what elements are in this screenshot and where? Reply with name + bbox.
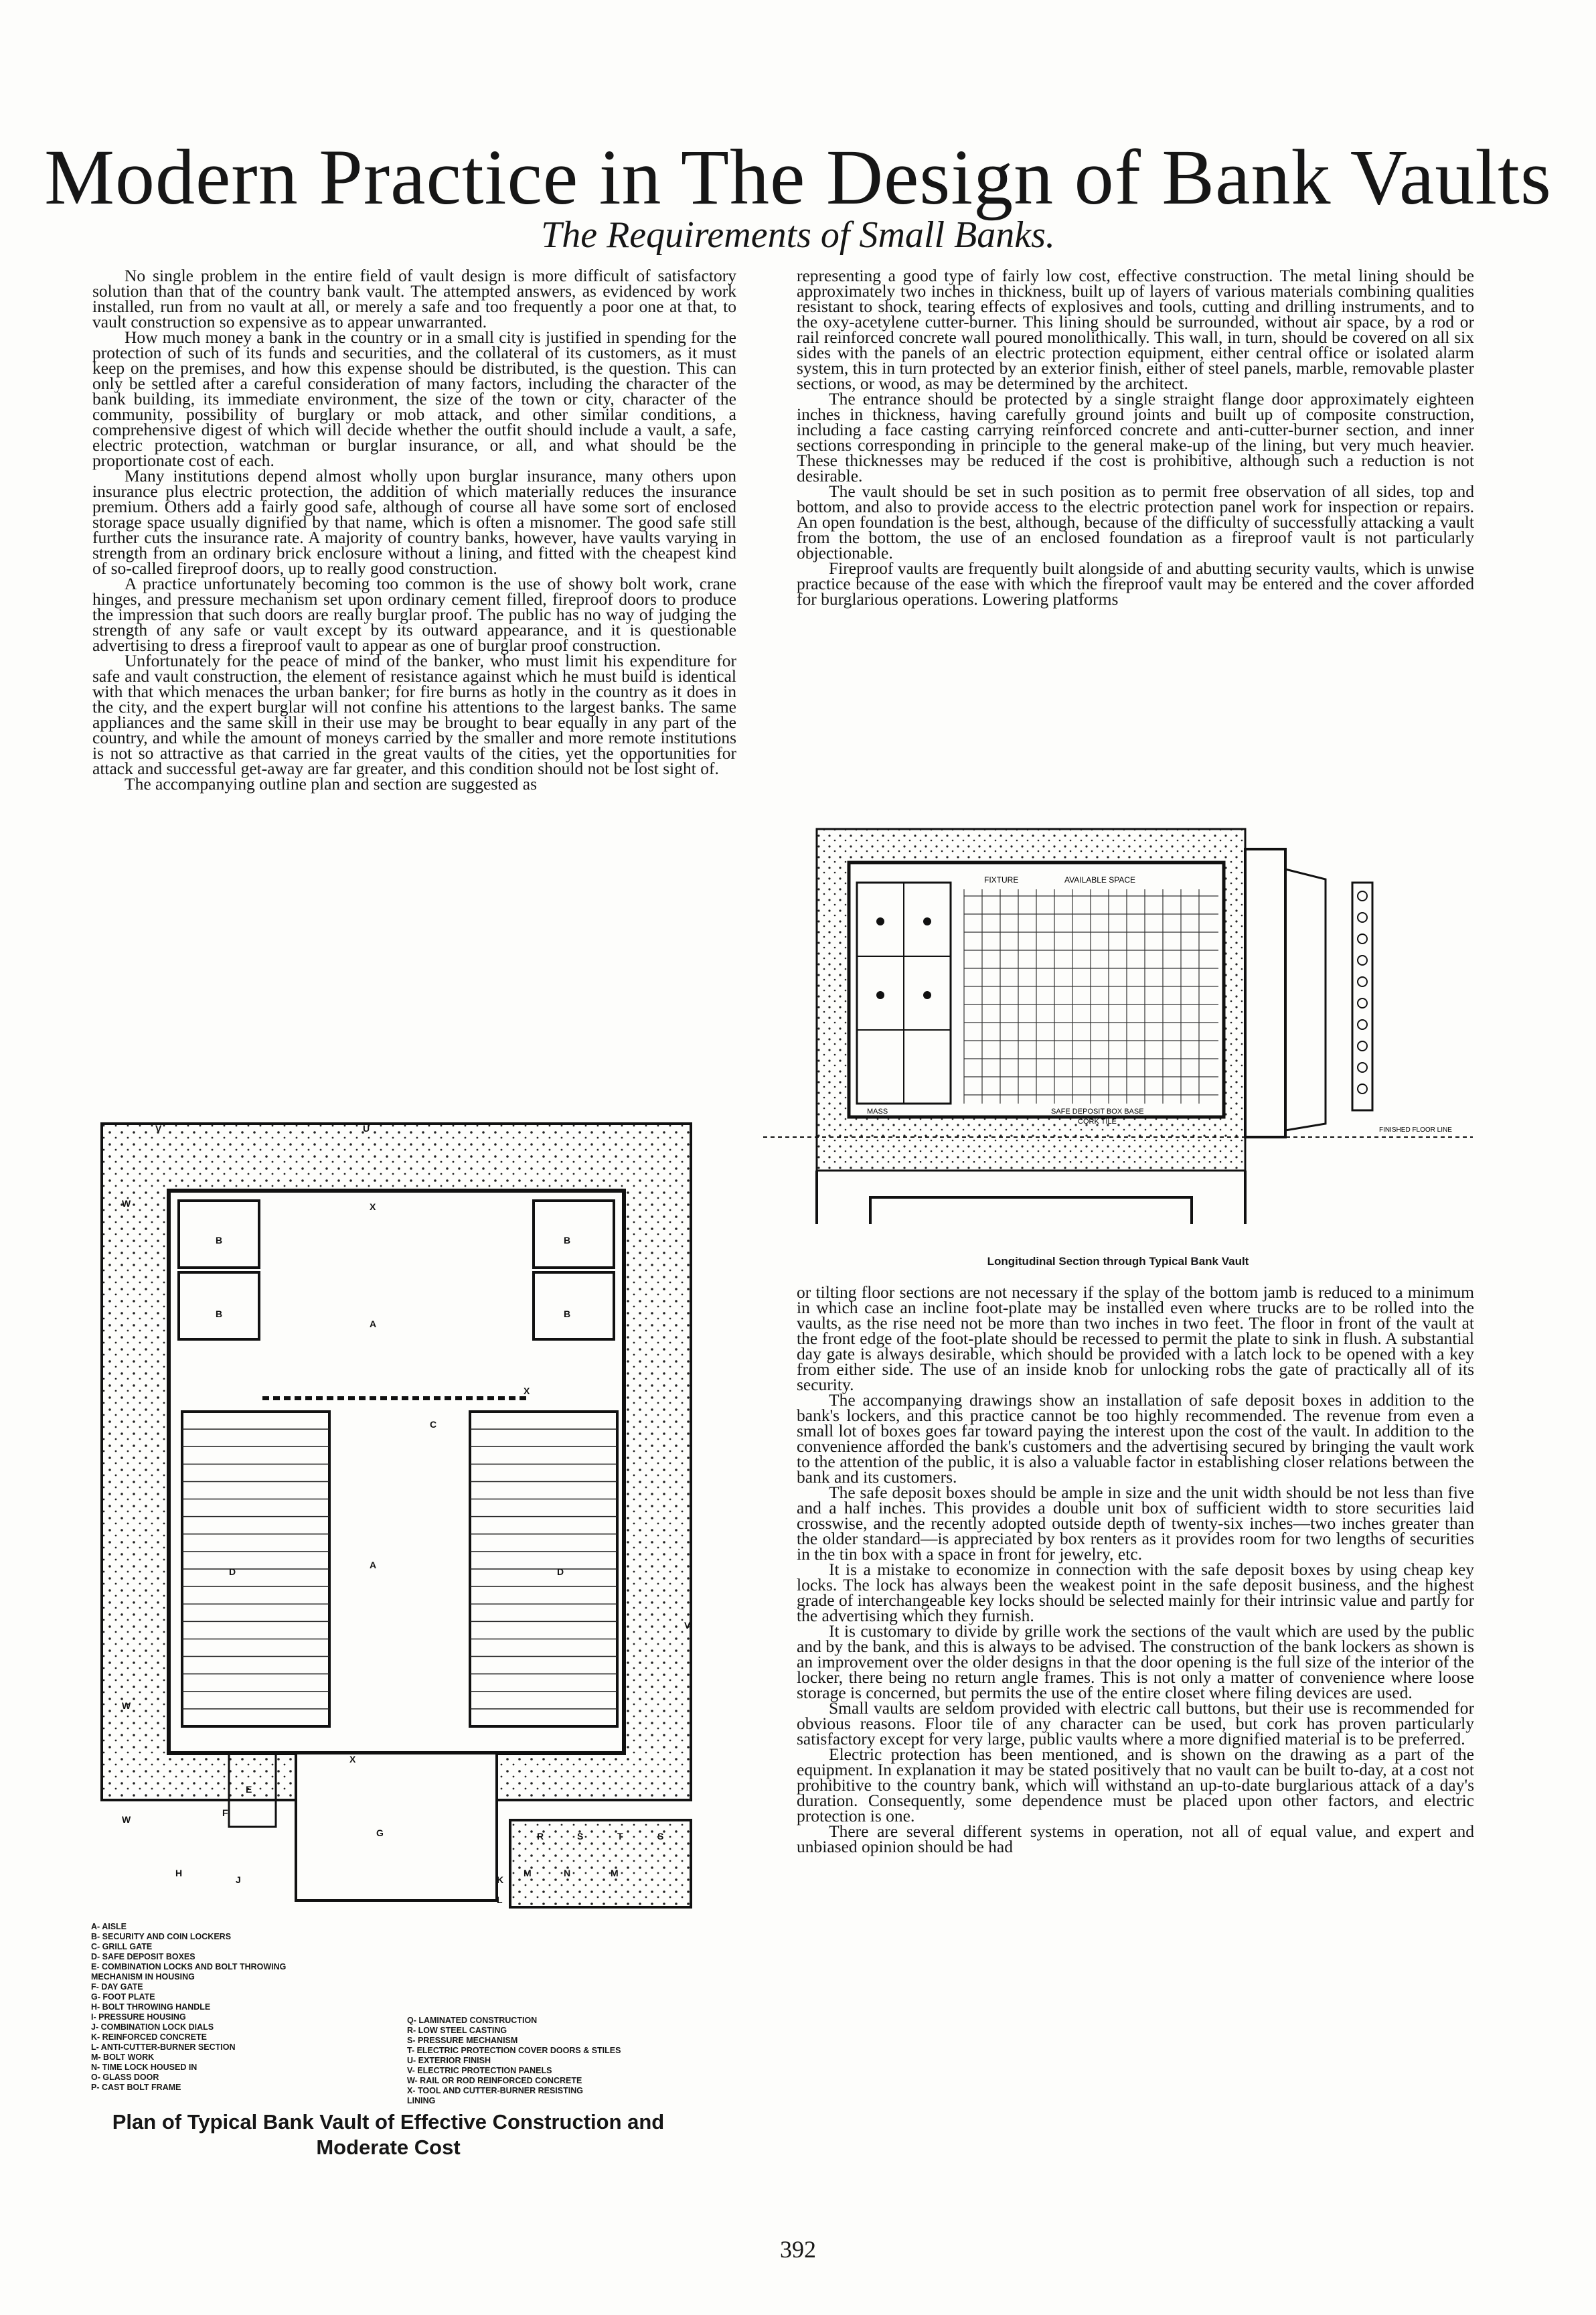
plan-letter: B (564, 1309, 571, 1319)
plan-letter: D (557, 1566, 564, 1577)
legend-entry: T- ELECTRIC PROTECTION COVER DOORS & STILES (407, 2046, 621, 2055)
legend-entry: F- DAY GATE (91, 1982, 143, 1992)
plan-letter: G (376, 1827, 384, 1838)
plan-letter: A (370, 1560, 377, 1570)
plan-letter: J (236, 1874, 241, 1885)
article-paragraph: The entrance should be protected by a single straight flange door approximately eighteen inches in thickness, having carefully ground joints and built up of composite construction, including a face casting carrying reinforced concrete and anti-cutter-burner section, and inner sections corresponding in principle to the general make-up of the lining, but very much heavier. These thicknesses may be reduced if the cost is prohibitive, although such a reduction is not desirable. (797, 389, 1474, 486)
article-paragraph: Unfortunately for the peace of mind of the banker, who must limit his expenditure for safe and vault construction, the element of resistance against which he must build is identical with that which menaces the urban banker; for fire burns as hotly in the country as it does in the city, and the expert burglar will not confine his attentions to the largest banks. The same appliances and the same skill in their use may be brought to bear equally in any part of the country, and while the amount of moneys carried by the smaller and more remote institutions is not so attractive as that carried in the great vaults of the cities, yet the opportunities for attack and successful get-away are far greater, and this condition should not be lost sight of. (92, 651, 736, 778)
vault-plan-drawing (95, 1117, 708, 1954)
article-paragraph: Many institutions depend almost wholly upon burglar insurance, many others upon insurance plus electric protection, the addition of which materially reduces the insurance premium. Others add a fairly good safe, although of course all have some sort of enclosed storage space usually dignified by that name, which is often a misnomer. The good safe still further cuts the insurance rate. A majority of country banks, however, have vaults varying in strength from an ordinary brick enclosure without a lining, and fitted with the cheapest kind of so-called fireproof doors, up to really good construction. (92, 466, 736, 578)
legend-entry: W- RAIL OR ROD REINFORCED CONCRETE (407, 2076, 582, 2085)
legend-entry: LINING (407, 2096, 436, 2105)
plan-letter: V (684, 1620, 691, 1631)
legend-entry: A- AISLE (91, 1922, 127, 1931)
article-paragraph: Electric protection has been mentioned, and is shown on the drawing as a part of the equipment. In explanation it may be stated positively that no vault can be built to-day, at a cost not prohibitive to the country bank, which will withstand an up-to-date burglarious attack of a day's duration. Consequently, some dependence must be placed upon other factors, and electric protection is one. (797, 1744, 1474, 1825)
plan-letter: E (246, 1784, 252, 1795)
plan-caption-line2: Moderate Cost (316, 2136, 461, 2159)
label-available-space: AVAILABLE SPACE (1064, 875, 1136, 885)
plan-letter: C (430, 1419, 437, 1430)
plan-letter: V (155, 1123, 162, 1134)
article-paragraph: or tilting floor sections are not necessary if the splay of the bottom jamb is reduced to a minimum in which case an incline foot-plate may be installed even where trucks are to be rolled into the vaults, as the rise need not be more than two inches in two feet. The floor in front of the vault at the front edge of the foot-plate should be recessed to permit the plate to sink in flush. A substantial day gate is always desirable, which should be provided with a latch lock to be opened with a key from either side. The use of an inside knob for unlocking robs the gate of practically all of its security. (797, 1284, 1474, 1394)
section-caption: Longitudinal Section through Typical Bank Vault (987, 1255, 1249, 1268)
article-title: Modern Practice in The Design of Bank Vaults (44, 133, 1552, 221)
article-column-right-top (797, 268, 1474, 824)
door-bolt (1358, 934, 1367, 944)
label-safe-deposit-base: SAFE DEPOSIT BOX BASE (1051, 1108, 1144, 1116)
legend-entry: O- GLASS DOOR (91, 2073, 159, 2082)
article-paragraph: The safe deposit boxes should be ample in size and the unit width should be not less than five and a half inches. This provides a double unit box of sufficient width to store securities laid crosswise, and the recently adopted outside depth of twenty-six inches—two inches greater than the older standard—is appreciated by box renters as it provides room for two lengths of securities in the tin box with a space in front for jewelry, etc. (797, 1483, 1474, 1564)
legend-entry: D- SAFE DEPOSIT BOXES (91, 1952, 195, 1961)
article-paragraph: representing a good type of fairly low cost, effective construction. The metal lining should be approximately two inches in thickness, built up of layers of various materials combining qualities resistant to shock, tearing effects of explosives and tools, cutting and drilling instruments, and to the oxy-acetylene cutter-burner. This lining should be surrounded, without air space, by a rod or rail reinforced concrete wall poured monolithically. This wall, in turn, should be covered on all six sides with the panels of an electric protection equipment, either central office or isolated alarm system, this in turn protected by an exterior finish, either of steel panels, marble, removable plaster sections, or wood, as may be determined by the architect. (797, 268, 1474, 393)
plan-letter: X (349, 1754, 356, 1765)
plan-letter: T (617, 1831, 623, 1842)
legend-entry: C- GRILL GATE (91, 1942, 153, 1951)
plan-letter: S (657, 1831, 664, 1842)
label-fixture: FIXTURE (984, 875, 1019, 885)
legend-entry: S- PRESSURE MECHANISM (407, 2036, 518, 2045)
article-paragraph: No single problem in the entire field of vault design is more difficult of satisfactory solution than that of the country bank vault. The attempted answers, as evidenced by work installed, run from no vault at all, or merely a safe and too frequently a poor one at that, to vault construction so expensive as to appear unwarranted. (92, 268, 736, 331)
plan-caption (87, 2109, 690, 2160)
door-bolt (1358, 998, 1367, 1008)
legend-entry: Q- LAMINATED CONSTRUCTION (407, 2016, 538, 2025)
article-paragraph: Small vaults are seldom provided with electric call buttons, but their use is recommended for obvious reasons. Floor tile of any character can be used, but cork has proven particularly satisfactory except for very large, public vaults where a more dignified material is to be preferred. (797, 1698, 1474, 1748)
page-number: 392 (780, 2236, 816, 2263)
plan-letter: W (122, 1814, 131, 1825)
plan-letter: K (497, 1874, 504, 1885)
plan-letter: A (370, 1319, 377, 1329)
plan-letter: D (229, 1566, 236, 1577)
legend-entry: B- SECURITY AND COIN LOCKERS (91, 1932, 232, 1941)
article-paragraph: The vault should be set in such position as to permit free observation of all sides, top and bottom, and also to provide access to the electric protection panel work for inspection or repairs. An open foundation is the best, although, because of the difficulty of successfully attacking a vault from the bottom, the use of an enclosed foundation as a fireproof vault is not particularly objectionable. (797, 481, 1474, 563)
door-bolt (1358, 1084, 1367, 1094)
legend-entry: P- CAST BOLT FRAME (91, 2083, 181, 2092)
plan-letter: U (363, 1123, 370, 1134)
plan-letter: W (122, 1198, 131, 1209)
article-paragraph: The accompanying drawings show an installation of safe deposit boxes in addition to the bank's lockers, and this practice cannot be too highly recommended. The revenue from even a small lot of boxes goes far toward paying the interest upon the cost of the vault. In addition to the convenience afforded the bank's customers and the advertising secured by bringing the vault work to the attention of the public, it is also a valuable factor in establishing closer relations between the bank and its customers. (797, 1390, 1474, 1487)
legend-entry: E- COMBINATION LOCKS AND BOLT THROWING (91, 1962, 287, 1971)
plan-letter: F (222, 1807, 228, 1818)
article-column-right-bottom (797, 1284, 1474, 2262)
plan-letter: S (577, 1831, 584, 1842)
article-paragraph: The accompanying outline plan and section are suggested as (125, 774, 538, 794)
legend-entry: MECHANISM IN HOUSING (91, 1972, 195, 1982)
label-mass: MASS (867, 1108, 888, 1116)
article-paragraph: There are several different systems in operation, not all of equal value, and expert and unbiased opinion should be had (797, 1821, 1474, 1856)
legend-entry: R- LOW STEEL CASTING (407, 2026, 507, 2035)
plan-letter: X (370, 1201, 376, 1212)
legend-entry: G- FOOT PLATE (91, 1992, 155, 2002)
door-bolt (1358, 891, 1367, 901)
door-bolt (1358, 1063, 1367, 1072)
plan-letter: M (611, 1868, 619, 1878)
plan-legend-left (91, 1922, 286, 2093)
plan-letter: X (524, 1386, 530, 1396)
door-bolt (1358, 956, 1367, 965)
label-cork-tile: CORK TILE (1078, 1118, 1117, 1126)
article-paragraph: It is a mistake to economize in connection with the safe deposit boxes by using cheap key locks. The lock has always been the weakest point in the safe deposit business, and the highest grade of interchangeable key locks should be selected mainly for their intrinsic value and partly for the advertising which they furnish. (797, 1560, 1474, 1625)
plan-letter: W (122, 1700, 131, 1711)
door-bolt (1358, 913, 1367, 922)
plan-letter: N (564, 1868, 571, 1878)
legend-entry: H- BOLT THROWING HANDLE (91, 2002, 211, 2012)
legend-entry: V- ELECTRIC PROTECTION PANELS (407, 2066, 552, 2075)
legend-entry: L- ANTI-CUTTER-BURNER SECTION (91, 2042, 236, 2052)
plan-legend-right (407, 2016, 621, 2106)
legend-entry: I- PRESSURE HOUSING (91, 2012, 186, 2022)
door-bolt (1358, 1041, 1367, 1051)
plan-letter: B (564, 1235, 571, 1246)
article-paragraph: How much money a bank in the country or in a small city is justified in spending for the protection of such of its funds and securities, and the collateral of its customers, as it must keep on the premises, and how this expense should be distributed, is the question. This can only be settled after a careful consideration of many factors, including the character of the bank building, its immediate environment, the size of the town or city, character of the community, possibility of burglary or mob attack, and other similar conditions, a comprehensive digest of which will decide whether the outfit should include a vault, a safe, electric protection, watchman or burglar insurance, or all, and what should be the proportionate cost of each. (92, 327, 736, 470)
label-finished-floor-line: FINISHED FLOOR LINE (1379, 1126, 1452, 1134)
legend-entry: N- TIME LOCK HOUSED IN (91, 2063, 197, 2072)
legend-entry: J- COMBINATION LOCK DIALS (91, 2022, 214, 2032)
article-paragraph: It is customary to divide by grille work the sections of the vault which are used by the public and by the bank, and this is always to be advised. The construction of the bank lockers as shown is an improvement over the older designs in that the door opening is the full size of the interior of the locker, there being no return angle frames. This is not only a matter of convenience where loose storage is concerned, but permits the use of the entire closet where filing devices are used. (797, 1621, 1474, 1702)
plan-letter: H (175, 1868, 183, 1878)
article-paragraph: A practice unfortunately becoming too common is the use of showy bolt work, crane hinges, and pressure mechanism set upon ordinary cement filled, fireproof doors to produce the impression that such doors are really burglar proof. The public has no way of judging the strength of any safe or vault except by its outward appearance, and it is questionable advertising to dress a fireproof vault to appear as one of burglar proof construction. (92, 574, 736, 655)
door-bolt (1358, 1020, 1367, 1029)
article-subtitle: The Requirements of Small Banks. (541, 214, 1055, 256)
legend-entry: M- BOLT WORK (91, 2052, 155, 2062)
plan-letter: B (216, 1235, 223, 1246)
door-bolt (1358, 977, 1367, 986)
legend-entry: K- REINFORCED CONCRETE (91, 2032, 207, 2042)
plan-letter: B (216, 1309, 223, 1319)
plan-caption-line1: Plan of Typical Bank Vault of Effective Construction and (112, 2110, 665, 2134)
plan-letter: R (537, 1831, 544, 1842)
article-paragraph: Fireproof vaults are frequently built alongside of and abutting security vaults, which is unwise practice because of the ease with which the fireproof vault may be entered and the cover afforded for burglarious operations. Lowering platforms (797, 558, 1474, 609)
article-column-left (92, 268, 736, 1132)
plan-letter: M (524, 1868, 532, 1878)
legend-entry: U- EXTERIOR FINISH (407, 2056, 491, 2065)
legend-entry: X- TOOL AND CUTTER-BURNER RESISTING (407, 2086, 583, 2095)
longitudinal-section-drawing (763, 822, 1473, 1264)
plan-letter: L (497, 1894, 503, 1905)
